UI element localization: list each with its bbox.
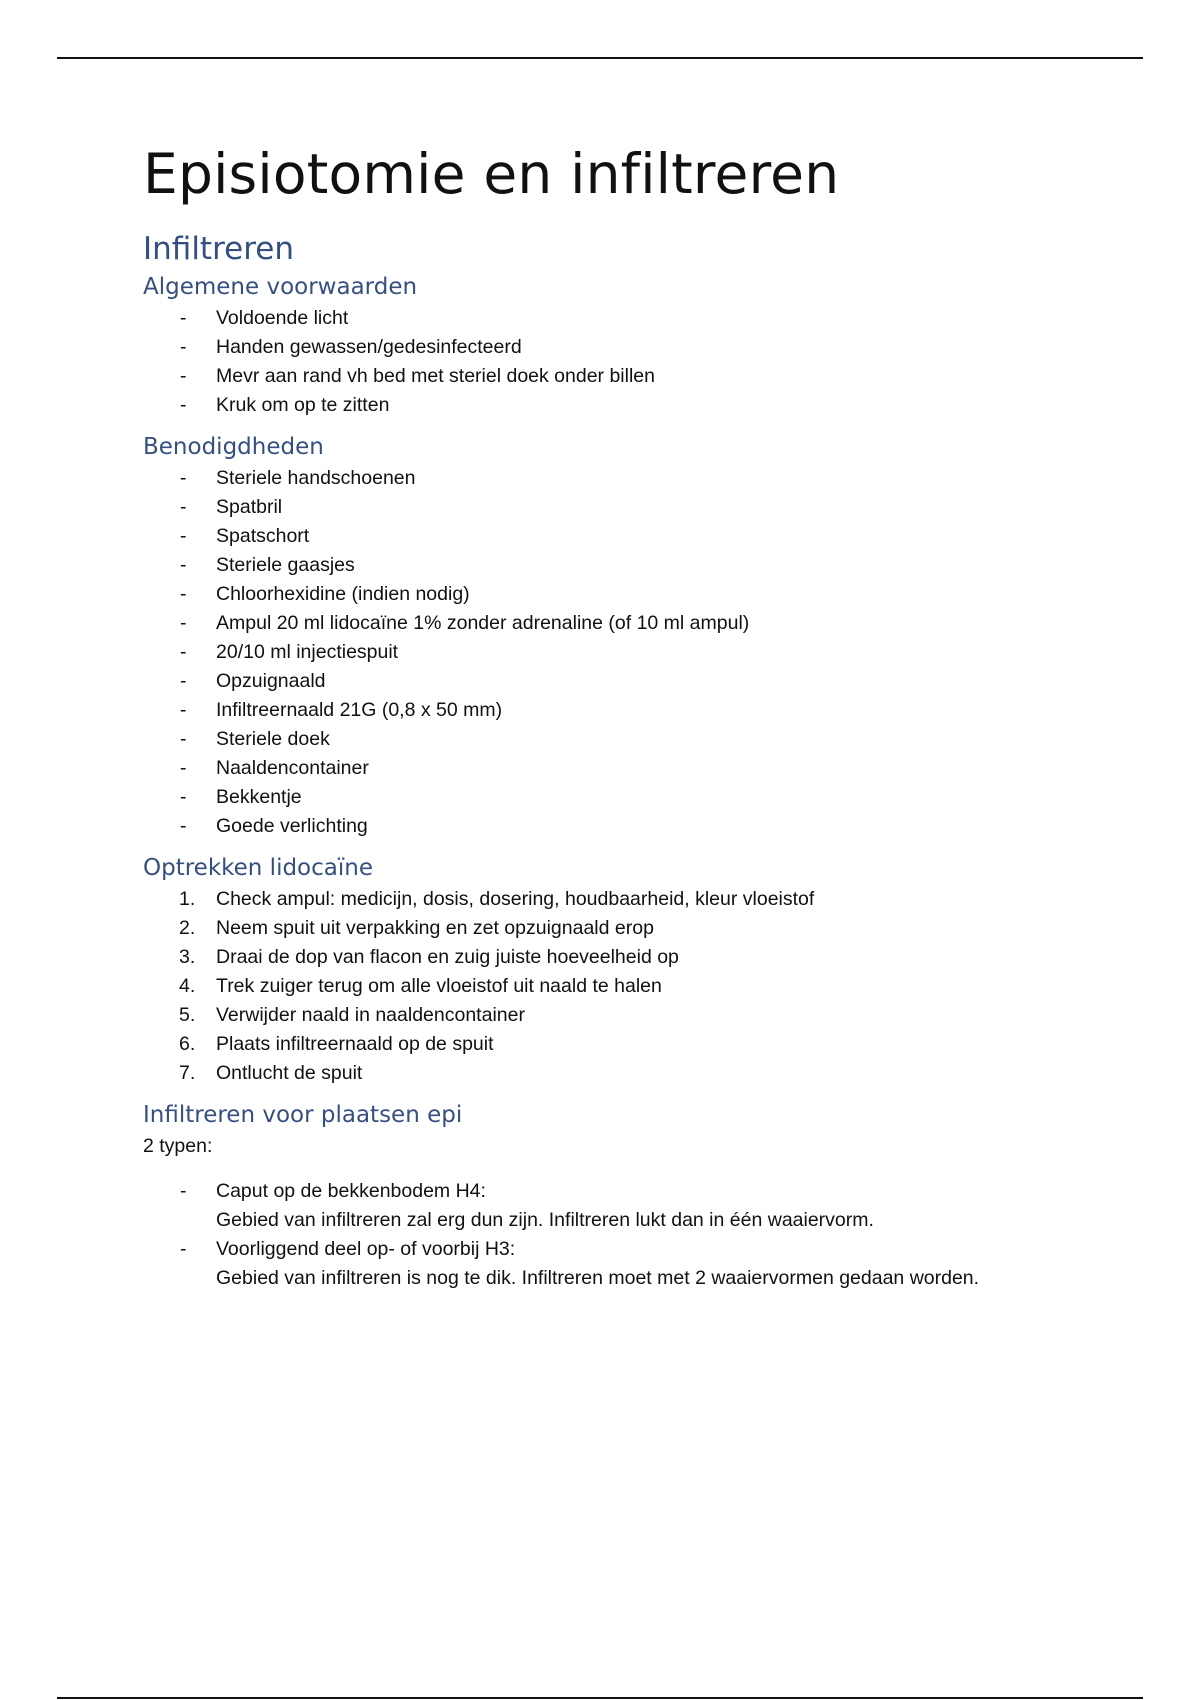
list-item: - 20/10 ml injectiespuit — [180, 641, 399, 663]
list-item: 7. Ontlucht de spuit — [179, 1062, 363, 1084]
list-item: 6. Plaats infiltreernaald op de spuit — [179, 1033, 494, 1055]
epi-type-detail: Gebied van infiltreren zal erg dun zijn. Infiltreren lukt dan in één waaiervorm. — [216, 1209, 874, 1231]
list-item: - Handen gewassen/gedesinfecteerd — [180, 336, 522, 358]
list-item: - Kruk om op te zitten — [180, 394, 390, 416]
epi-type-title: Caput op de bekkenbodem H4: — [216, 1180, 486, 1202]
list-item: - Infiltreernaald 21G (0,8 x 50 mm) — [180, 699, 503, 721]
list-item: - Caput op de bekkenbodem H4: Gebied van infiltreren zal erg dun zijn. Infiltreren lukt dan in één waaiervorm. — [143, 1177, 1073, 1235]
list-item: - Goede verlichting — [180, 815, 368, 837]
list-item: - Chloorhexidine (indien nodig) — [180, 583, 470, 605]
epi-type-detail: Gebied van infiltreren is nog te dik. Infiltreren moet met 2 waaiervormen gedaan worden. — [216, 1267, 980, 1289]
epi-intro: 2 typen: — [143, 1135, 213, 1157]
list-item: 3. Draai de dop van flacon en zuig juiste hoeveelheid op — [179, 946, 679, 968]
list-item: 4. Trek zuiger terug om alle vloeistof uit naald te halen — [179, 975, 662, 997]
epi-type-title: Voorliggend deel op- of voorbij H3: — [216, 1238, 516, 1260]
subsection-heading-voorwaarden: Algemene voorwaarden — [143, 274, 418, 300]
voorwaarden-list — [143, 304, 1073, 420]
list-item: 1. Check ampul: medicijn, dosis, dosering, houdbaarheid, kleur vloeistof — [179, 888, 815, 910]
footer-rule — [57, 1697, 1143, 1699]
optrekken-steps — [143, 885, 1073, 1088]
list-item: - Voldoende licht — [180, 307, 349, 329]
list-item: - Opzuignaald — [180, 670, 326, 692]
list-item: - Voorliggend deel op- of voorbij H3: Gebied van infiltreren is nog te dik. Infiltreren moet met 2 waaiervormen gedaan worden. — [143, 1235, 1073, 1293]
subsection-heading-optrekken: Optrekken lidocaïne — [143, 855, 373, 881]
subsection-heading-benodigdheden: Benodigdheden — [143, 434, 324, 460]
document-body — [143, 140, 1073, 1293]
epi-types-list — [143, 1177, 1073, 1293]
list-item: - Spatbril — [180, 496, 283, 518]
subsection-heading-epi: Infiltreren voor plaatsen epi — [143, 1102, 463, 1128]
list-item: - Ampul 20 ml lidocaïne 1% zonder adrenaline (of 10 ml ampul) — [180, 612, 750, 634]
section-heading-infiltreren: Infiltreren — [143, 231, 295, 267]
list-item: 5. Verwijder naald in naaldencontainer — [179, 1004, 525, 1026]
list-item: - Steriele handschoenen — [180, 467, 416, 489]
list-item: - Bekkentje — [180, 786, 302, 808]
list-item: - Spatschort — [180, 525, 310, 547]
header-rule — [57, 57, 1143, 59]
benodigdheden-list — [143, 464, 1073, 841]
document-title: Episiotomie en infiltreren — [143, 142, 840, 206]
list-item: - Mevr aan rand vh bed met steriel doek onder billen — [180, 365, 655, 387]
list-item: 2. Neem spuit uit verpakking en zet opzuignaald erop — [179, 917, 654, 939]
list-item: - Naaldencontainer — [180, 757, 369, 779]
list-item: - Steriele doek — [180, 728, 330, 750]
list-item: - Steriele gaasjes — [180, 554, 355, 576]
